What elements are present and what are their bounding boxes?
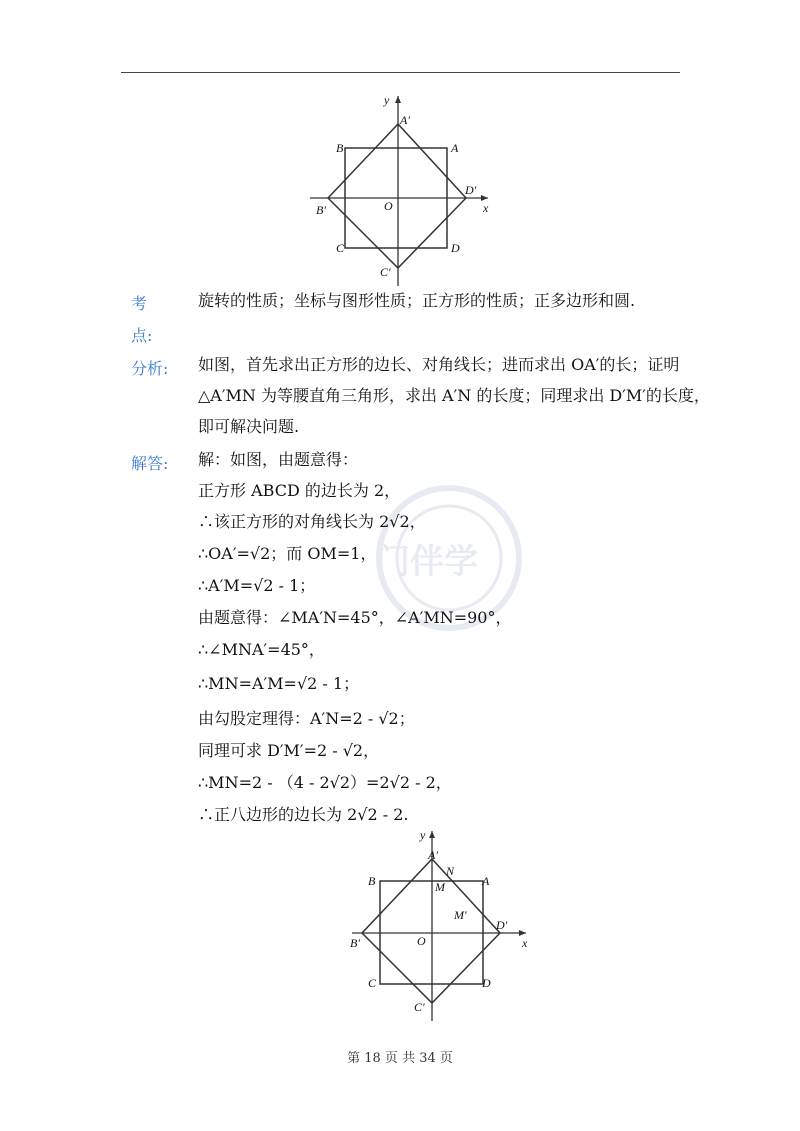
fig2-label-b: B (368, 874, 376, 888)
fenxi-line-2: △A′MN 为等腰直角三角形，求出 A′N 的长度；同理求出 D′M′的长度， (198, 386, 710, 405)
header-rule (121, 72, 680, 73)
fig1-label-x: x (483, 201, 489, 215)
jieda-line-2: 正方形 ABCD 的边长为 2， (198, 481, 401, 500)
fig1-label-o: O (384, 199, 393, 213)
jieda-line-10: 同理可求 D′M′=2 - √2， (198, 741, 380, 760)
jieda-line-9: 由勾股定理得：A′N=2 - √2； (198, 709, 415, 728)
fig1-label-c: C (336, 241, 345, 255)
fig2-label-m1: M′ (454, 908, 467, 922)
kaodian-text: 旋转的性质；坐标与图形性质；正方形的性质；正多边形和圆. (198, 291, 636, 310)
figure-rotated-squares-2 (340, 825, 540, 1025)
fenxi-line-1: 如图，首先求出正方形的边长、对角线长；进而求出 OA′的长；证明 (198, 355, 680, 374)
fig2-label-n: N (446, 864, 455, 878)
fig2-label-y: y (420, 828, 426, 842)
fig2-label-o: O (417, 934, 426, 948)
fig2-label-a: A (482, 874, 490, 888)
jieda-line-4: ∴OA′=√2；而 OM=1， (198, 544, 377, 563)
fig1-label-d1: D′ (465, 183, 477, 197)
fig2-label-c: C (368, 976, 377, 990)
jieda-line-5: ∴A′M=√2 - 1； (198, 576, 316, 595)
fig2-label-m: M (435, 880, 445, 894)
kaodian-label-2: 点: (131, 326, 153, 345)
fig1-label-d: D (451, 241, 460, 255)
fig1-label-b: B (336, 141, 344, 155)
kaodian-label-1: 考 (131, 294, 148, 313)
fig1-label-a: A (451, 141, 459, 155)
fig1-label-b1: B′ (316, 203, 326, 217)
fenxi-label: 分析: (131, 359, 169, 378)
jieda-line-6: 由题意得：∠MA′N=45°，∠A′MN=90°， (198, 608, 512, 627)
figure-rotated-squares-1 (300, 90, 500, 290)
fig2-label-a1: A′ (428, 848, 438, 862)
fig2-label-d: D (482, 976, 491, 990)
watermark-text: 门伴学 (376, 542, 478, 582)
fig2-label-d1: D′ (496, 918, 508, 932)
jieda-line-11: ∴MN=2 - （4 - 2√2）=2√2 - 2， (198, 773, 452, 792)
jieda-line-3: ∴该正方形的对角线长为 2√2， (198, 512, 426, 531)
fig1-label-c1: C′ (380, 265, 391, 279)
fig2-label-x: x (522, 936, 528, 950)
fig2-label-b1: B′ (350, 936, 360, 950)
fig1-label-y: y (384, 93, 390, 107)
jieda-line-12: ∴正八边形的边长为 2√2 - 2. (198, 805, 409, 824)
jieda-label: 解答: (131, 454, 169, 473)
jieda-line-8: ∴MN=A′M=√2 - 1； (198, 674, 360, 693)
fenxi-line-3: 即可解决问题. (198, 417, 300, 436)
page-footer: 第 18 页 共 34 页 (347, 1051, 453, 1066)
fig2-label-c1: C′ (414, 1000, 425, 1014)
fig1-label-a1: A′ (400, 113, 410, 127)
jieda-line-1: 解：如图，由题意得： (198, 450, 359, 469)
jieda-line-7: ∴∠MNA′=45°， (198, 640, 325, 659)
